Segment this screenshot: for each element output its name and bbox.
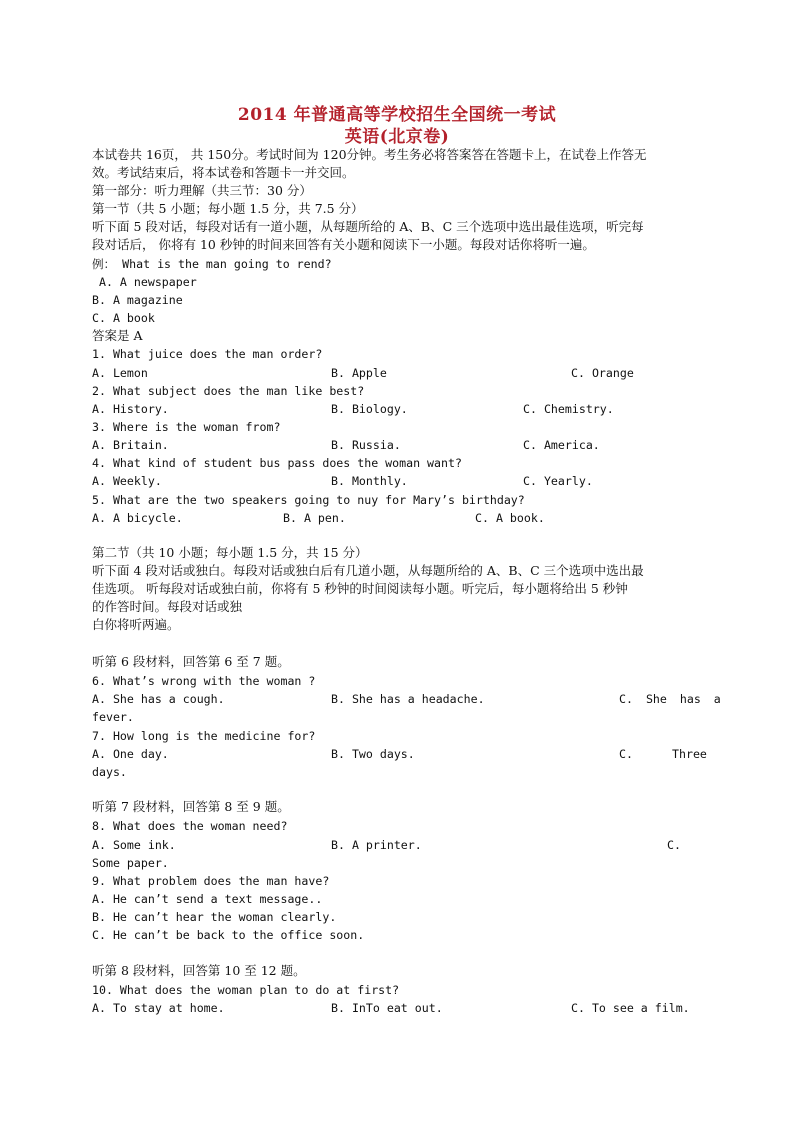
section-heading: 第一节（共 5 小题；每小题 1.5 分，共 7.5 分） — [92, 201, 364, 216]
option-c-continued: Some paper. — [92, 856, 169, 870]
question: 1. What juice does the man order? — [92, 347, 323, 361]
example-answer: 答案是 A — [92, 328, 143, 343]
question: 10. What does the woman plan to do at first? — [92, 983, 400, 997]
option-a: A. Britain. — [92, 438, 169, 452]
option-c: C. To see a film. — [571, 1001, 690, 1015]
question: 7. How long is the medicine for? — [92, 729, 316, 743]
option-b: B. Apple — [331, 366, 387, 380]
option-b: B. She has a headache. — [331, 692, 485, 706]
example-question: 例： What is the man going to rend? — [92, 257, 332, 271]
question: 6. What’s wrong with the woman ? — [92, 674, 316, 688]
option-c: C. Chemistry. — [523, 402, 614, 416]
option-b: B. A pen. — [283, 511, 346, 525]
example-option: A. A newspaper — [92, 275, 197, 289]
question: 8. What does the woman need? — [92, 819, 288, 833]
option-c: C. She has a — [619, 692, 721, 706]
section-instruction: 佳选项。 听每段对话或独白前，你将有 5 秒钟的时间阅读每小题。听完后，每小题将给出 5 秒钟 — [92, 581, 628, 596]
page-subtitle: 英语(北京卷) — [344, 127, 450, 147]
option-a: A. One day. — [92, 747, 169, 761]
material-heading: 听第 6 段材料，回答第 6 至 7 题。 — [92, 654, 290, 669]
section-instruction: 段对话后， 你将有 10 秒钟的时间来回答有关小题和阅读下一小题。每段对话你将听一遍。 — [92, 237, 595, 252]
material-heading: 听第 8 段材料，回答第 10 至 12 题。 — [92, 963, 306, 978]
section-instruction: 听下面 5 段对话，每段对话有一道小题，从每题所给的 A、B、C 三个选项中选出最佳选项，听完每 — [92, 219, 644, 234]
example-option: B. A magazine — [92, 293, 183, 307]
section-instruction: 白你将听两遍。 — [92, 617, 180, 632]
option-b: B. A printer. — [331, 838, 422, 852]
intro-line: 本试卷共 16页， 共 150分。考试时间为 120分钟。考生务必将答案答在答题卡上，在试卷上作答无 — [92, 147, 647, 162]
option-c-continued: fever. — [92, 710, 134, 724]
option-a: A. To stay at home. — [92, 1001, 225, 1015]
option-b: B. InTo eat out. — [331, 1001, 443, 1015]
option-b: B. Russia. — [331, 438, 401, 452]
question: 4. What kind of student bus pass does the woman want? — [92, 456, 462, 470]
option-a: A. He can’t send a text message.. — [92, 892, 323, 906]
option-c: C. America. — [523, 438, 600, 452]
option-a: A. Weekly. — [92, 474, 162, 488]
option-c-label: C. — [619, 747, 633, 761]
option-b: B. Two days. — [331, 747, 415, 761]
question: 3. Where is the woman from? — [92, 420, 281, 434]
question: 2. What subject does the man like best? — [92, 384, 365, 398]
question: 5. What are the two speakers going to nuy for Mary’s birthday? — [92, 493, 525, 507]
option-c: C. He can’t be back to the office soon. — [92, 928, 365, 942]
option-b: B. He can’t hear the woman clearly. — [92, 910, 337, 924]
question: 9. What problem does the man have? — [92, 874, 330, 888]
option-c: C. A book. — [475, 511, 545, 525]
option-c-continued: days. — [92, 765, 127, 779]
section-instruction: 听下面 4 段对话或独白。每段对话或独白后有几道小题，从每题所给的 A、B、C 三个选项中选出最 — [92, 563, 644, 578]
option-c-text: Three — [672, 747, 707, 761]
option-a: A. She has a cough. — [92, 692, 225, 706]
option-b: B. Biology. — [331, 402, 408, 416]
option-a: A. Some ink. — [92, 838, 176, 852]
option-c-label: C. — [667, 838, 681, 852]
option-c: C. Orange — [571, 366, 634, 380]
option-a: A. A bicycle. — [92, 511, 183, 525]
option-c: C. Yearly. — [523, 474, 593, 488]
option-a: A. Lemon — [92, 366, 148, 380]
section-heading: 第二节（共 10 小题；每小题 1.5 分，共 15 分） — [92, 545, 368, 560]
intro-line: 效。考试结束后，将本试卷和答题卡一并交回。 — [92, 165, 355, 180]
page-title: 2014 年普通高等学校招生全国统一考试 — [237, 105, 557, 125]
option-a: A. History. — [92, 402, 169, 416]
section-instruction: 的作答时间。每段对话或独 — [92, 599, 243, 614]
part-heading: 第一部分：听力理解（共三节：30 分） — [92, 183, 312, 198]
example-option: C. A book — [92, 311, 155, 325]
option-b: B. Monthly. — [331, 474, 408, 488]
material-heading: 听第 7 段材料，回答第 8 至 9 题。 — [92, 799, 290, 814]
